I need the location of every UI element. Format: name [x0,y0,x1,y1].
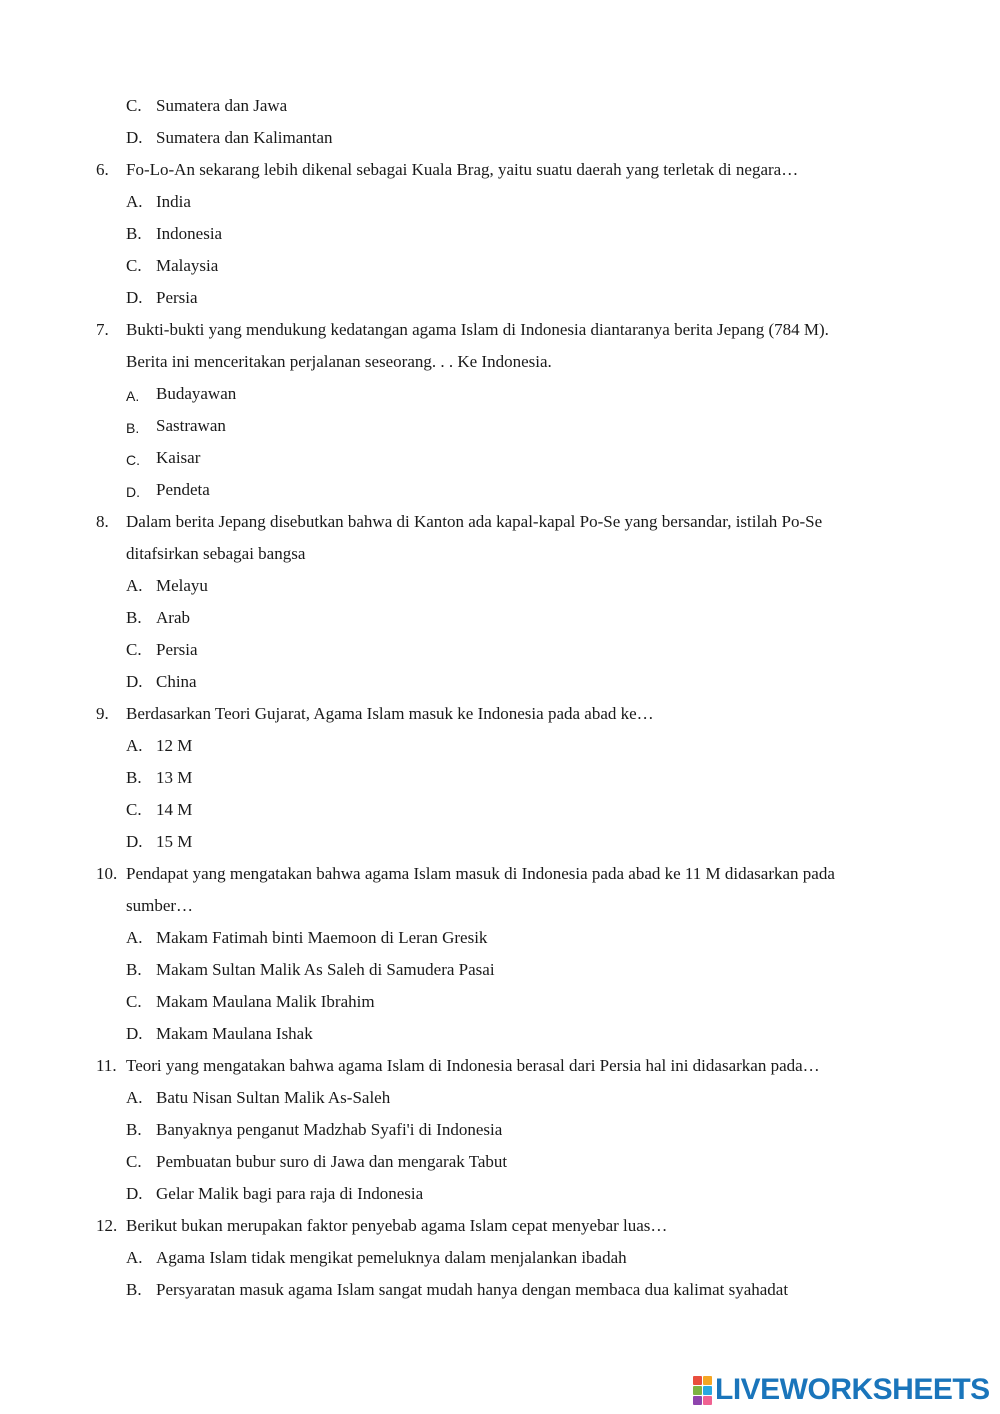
liveworksheets-mark-icon [693,1376,711,1404]
option-letter: B. [126,420,140,436]
option-letter: D. [126,1024,143,1043]
option-text: Agama Islam tidak mengikat pemeluknya dalam menjalankan ibadah [156,1248,627,1267]
option-text: Sastrawan [156,416,226,435]
option-letter: B. [126,768,142,787]
option-letter: D. [126,484,140,500]
option-letter: A. [126,736,143,755]
question-text: Teori yang mengatakan bahwa agama Islam di Indonesia berasal dari Persia hal ini didasarkan pada… [126,1056,820,1075]
option-text: Persia [156,640,198,659]
option-letter: B. [126,1120,142,1139]
option-text: Batu Nisan Sultan Malik As-Saleh [156,1088,391,1107]
option-letter: D. [126,288,143,307]
option-letter: B. [126,608,142,627]
option-letter: D. [126,672,143,691]
option-text: Sumatera dan Kalimantan [156,128,333,147]
question-text: Berdasarkan Teori Gujarat, Agama Islam masuk ke Indonesia pada abad ke… [126,704,654,723]
question-text: Fo-Lo-An sekarang lebih dikenal sebagai Kuala Brag, yaitu suatu daerah yang terletak di negara… [126,160,799,179]
question-number: 6. [96,160,109,179]
question-text: Bukti-bukti yang mendukung kedatangan agama Islam di Indonesia diantaranya berita Jepang (784 M). [126,320,829,339]
option-letter: D. [126,1184,143,1203]
option-letter: D. [126,832,143,851]
option-text: 13 M [156,768,193,787]
option-letter: A. [126,192,143,211]
question-number: 12. [96,1216,118,1235]
option-text: Persyaratan masuk agama Islam sangat mudah hanya dengan membaca dua kalimat syahadat [156,1280,789,1299]
option-text: Makam Sultan Malik As Saleh di Samudera Pasai [156,960,495,979]
logo-text: LIVEWORKSHEETS [715,1373,990,1406]
option-text: Sumatera dan Jawa [156,96,288,115]
option-letter: A. [126,576,143,595]
option-letter: A. [126,1248,143,1267]
option-text: Makam Maulana Malik Ibrahim [156,992,375,1011]
option-text: Makam Fatimah binti Maemoon di Leran Gresik [156,928,488,947]
option-letter: C. [126,640,142,659]
option-text: Indonesia [156,224,223,243]
question-text: sumber… [126,896,194,915]
question-text: Pendapat yang mengatakan bahwa agama Islam masuk di Indonesia pada abad ke 11 M didasarkan pada [126,864,835,883]
liveworksheets-logo[interactable] [693,1372,990,1408]
option-letter: C. [126,96,142,115]
option-text: Malaysia [156,256,219,275]
option-text: 15 M [156,832,193,851]
option-text: Pembuatan bubur suro di Jawa dan mengarak Tabut [156,1152,508,1171]
option-letter: C. [126,452,140,468]
option-letter: B. [126,1280,142,1299]
option-letter: D. [126,128,143,147]
option-text: 12 M [156,736,193,755]
option-text: Arab [156,608,190,627]
option-text: China [156,672,197,691]
option-letter: B. [126,960,142,979]
option-text: Pendeta [156,480,210,499]
option-text: 14 M [156,800,193,819]
question-number: 9. [96,704,109,723]
option-text: Kaisar [156,448,201,467]
question-number: 7. [96,320,109,339]
option-letter: A. [126,928,143,947]
option-letter: C. [126,992,142,1011]
option-letter: B. [126,224,142,243]
option-letter: A. [126,1088,143,1107]
option-text: Budayawan [156,384,237,403]
question-number: 11. [96,1056,117,1075]
option-text: Persia [156,288,198,307]
option-letter: C. [126,1152,142,1171]
question-number: 8. [96,512,109,531]
option-text: Melayu [156,576,208,595]
question-text: Berita ini menceritakan perjalanan seseorang. . . Ke Indonesia. [126,352,552,371]
option-letter: C. [126,800,142,819]
question-number: 10. [96,864,118,883]
question-text: Berikut bukan merupakan faktor penyebab agama Islam cepat menyebar luas… [126,1216,668,1235]
option-text: India [156,192,191,211]
option-text: Gelar Malik bagi para raja di Indonesia [156,1184,424,1203]
option-letter: A. [126,388,140,404]
option-text: Banyaknya penganut Madzhab Syafi'i di Indonesia [156,1120,503,1139]
question-text: Dalam berita Jepang disebutkan bahwa di Kanton ada kapal-kapal Po-Se yang bersandar, istilah Po-Se [126,512,823,531]
question-text: ditafsirkan sebagai bangsa [126,544,306,563]
option-text: Makam Maulana Ishak [156,1024,313,1043]
option-letter: C. [126,256,142,275]
